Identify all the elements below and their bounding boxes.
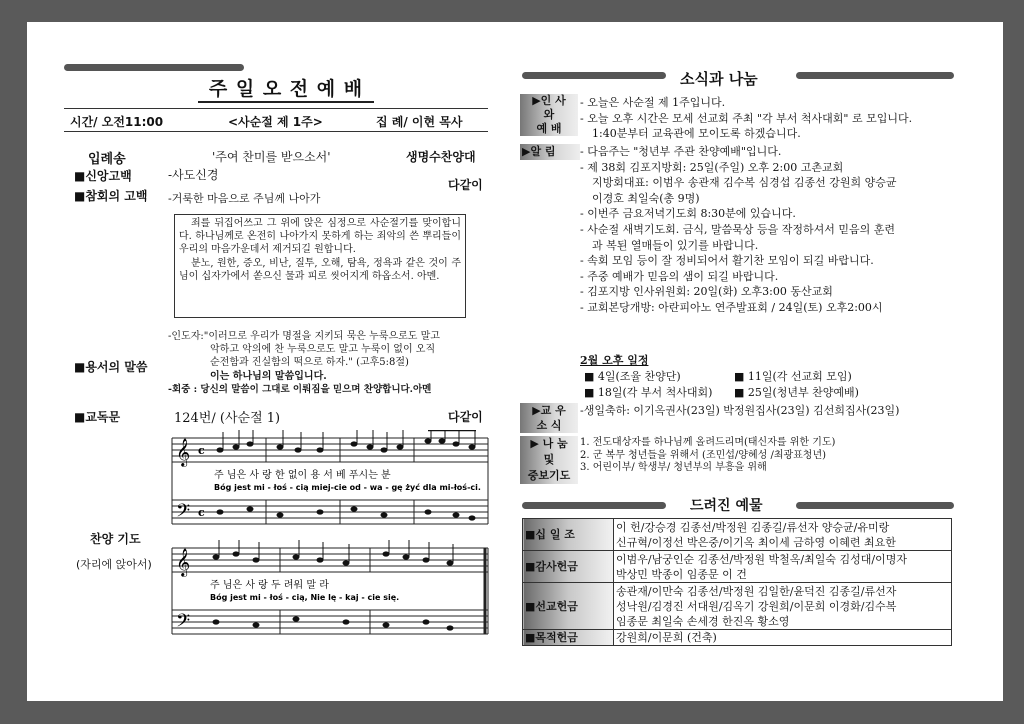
offering-names-line: 임종문 최일숙 손세경 한진옥 황소영	[616, 614, 790, 628]
notice-line: - 김포지방 인사위원회: 20일(화) 오후3:00 동산교회	[580, 285, 833, 299]
schedule-item: ■ 25일(청년부 찬양예배)	[734, 386, 859, 399]
offering-names-line: 송관재/이만숙 김종선/박정원 김일한/윤덕진 김종길/류선자	[616, 584, 897, 598]
members-label	[520, 403, 578, 433]
greeting-line: 1:40분부터 교육관에 모이도록 하겠습니다.	[592, 127, 801, 141]
header-rule-top	[64, 108, 488, 109]
page-title: 주 일 오 전 예 배	[208, 78, 364, 100]
offering-names	[614, 551, 952, 583]
notice-line: - 교회본당개방: 아란피아노 연주발표회 / 24일(토) 오후2:00시	[580, 300, 883, 314]
members-line: -생일축하: 이기옥권사(23일) 박정원집사(23일) 김선희집사(23일)	[580, 404, 900, 417]
offering-names-line: 강원희/이문희 (건축)	[616, 631, 717, 644]
music-score	[170, 430, 492, 650]
table-row	[523, 630, 952, 646]
pardon-line-2: 악하고 악의에 찬 누룩으로도 말고 누룩이 없이 오직	[210, 344, 436, 356]
notice-line: - 다음주는 "청년부 주관 찬양예배"입니다.	[580, 145, 782, 158]
pardon-line-4: 이는 하나님의 말씀입니다.	[210, 370, 327, 382]
notice-line: - 사순절 새벽기도회. 금식, 말씀묵상 등을 작정하셔서 믿음의 훈련	[580, 222, 895, 236]
members-label-line-1: ▶교 우	[532, 404, 566, 417]
pardon-line-3: 순전함과 진실함의 떡으로 하자." (고후5:8절)	[210, 357, 409, 369]
offering-table	[522, 518, 952, 646]
greeting-line: - 오늘 오후 시간은 모세 선교회 주최 "각 부서 척사대회" 로 모입니다.	[580, 111, 913, 125]
sharing-line: 1. 전도대상자를 하나님께 올려드리며(태신자를 위한 기도)	[580, 437, 836, 448]
pardon-text	[168, 330, 488, 396]
schedule-item: ■ 4일(조율 찬양단)	[584, 370, 681, 383]
sharing-line: 2. 군 복무 청년들을 위해서 (조민섭/양혜성 /최광표청년)	[580, 449, 827, 461]
creed-label: ■신앙고백	[74, 169, 132, 183]
offering-names-line: 이범우/남궁인순 김종선/박정원 박철옥/최일숙 김성대/이명자	[616, 552, 907, 566]
greeting-label-line-1: ▶인 사	[532, 94, 566, 107]
schedule-title: 2월 오후 일정	[580, 354, 649, 367]
title-bar-decoration	[64, 64, 244, 71]
table-row	[523, 551, 952, 583]
score-lyrics-pl-1: Bóg jest mi - łoś - cią miej-cie od - wa - gę żyć dla mi-łoś-ci.	[214, 483, 481, 492]
presider: 집 례/ 이현 목사	[376, 115, 463, 129]
offering-label: ■목적헌금	[523, 630, 614, 646]
notice-label: ▶알 림	[520, 144, 580, 160]
notice-line: 이경호 최일숙(총 9명)	[592, 191, 700, 205]
sharing-lines	[580, 437, 960, 475]
table-row	[523, 583, 952, 630]
svg-text:𝄢: 𝄢	[176, 611, 191, 636]
hymn-number: 124번/ (사순절 1)	[174, 411, 281, 426]
offering-label: ■십 일 조	[523, 519, 614, 551]
notice-line: 과 복된 열매들이 있기를 바랍니다.	[592, 238, 759, 252]
sharing-label	[520, 436, 578, 484]
offering-names	[614, 519, 952, 551]
praise-prayer-label: 찬양 기도	[90, 532, 141, 546]
score-system-2	[172, 540, 488, 636]
notice-lines	[580, 144, 960, 316]
entrance-hymn-label: 입례송	[88, 152, 126, 167]
sharing-label-line-3: 중보기도	[527, 469, 571, 482]
svg-text:𝄞: 𝄞	[176, 438, 191, 466]
sharing-label-line-2: 및	[543, 453, 555, 466]
offering-label: ■감사헌금	[523, 551, 614, 583]
sharing-label-line-1: ▶ 나 눔	[530, 437, 568, 450]
pardon-line-1: -인도자:"이러므로 우리가 명절을 지키되 묵은 누룩으로도 말고	[168, 331, 440, 342]
offering-title: 드려진 예물	[690, 498, 763, 514]
members-label-line-2: 소 식	[536, 419, 562, 432]
notice-line: - 제 38회 김포지방회: 25일(주일) 오후 2:00 고촌교회	[580, 160, 844, 174]
offering-names-line: 성낙원/김경진 서대원/김옥기 강원희/이문희 이경화/김수복	[616, 599, 897, 613]
pardon-label: ■용서의 말씀	[74, 360, 148, 374]
offering-names	[614, 583, 952, 630]
score-lyrics-ko-1: 주 님은 사 랑 한 없이 용 서 베 푸시는 분	[214, 470, 391, 481]
svg-text:c: c	[198, 444, 205, 457]
offering-bar-decoration-left	[522, 502, 666, 509]
svg-text:𝄢: 𝄢	[176, 501, 191, 526]
confession-prayer-box	[174, 214, 466, 318]
news-title: 소식과 나눔	[680, 70, 758, 88]
praise-prayer-sub: (자리에 앉아서)	[76, 558, 152, 571]
confession-label: ■참회의 고백	[74, 189, 148, 203]
title-underline	[198, 101, 374, 103]
together-label-1: 다같이	[448, 178, 483, 192]
svg-text:𝄞: 𝄞	[176, 548, 191, 576]
responsive-reading-label: ■교독문	[74, 410, 121, 424]
svg-text:c: c	[198, 506, 205, 519]
score-system-1	[172, 430, 488, 526]
header-rule-bottom	[64, 131, 488, 132]
greeting-label-line-3: 예 배	[536, 122, 562, 135]
prayer-paragraph-2: 분노, 원한, 증오, 비난, 질투, 오해, 탐욕, 정욕과 같은 것이 주님이 십자가에서 쏟으신 물과 피로 씻어지게 하옵소서. 아멘.	[179, 257, 461, 282]
news-bar-decoration-right	[796, 72, 954, 79]
sharing-line: 3. 어린이부/ 학생부/ 청년부의 부흥을 위해	[580, 462, 767, 473]
score-lyrics-pl-2: Bóg jest mi - łoś - cią, Nie lę - kaj - cie się.	[210, 593, 400, 602]
greeting-lines	[580, 95, 960, 142]
service-time: 시간/ 오전11:00	[70, 115, 164, 129]
prayer-paragraph-1: 죄를 뒤집어쓰고 그 위에 앉은 심정으로 사순절기를 맞이합니다. 하나님께로 온전히 나아가지 못하게 하는 죄악의 쓴 뿌리들이 우리의 마음가운데서 제거되길 원합니다.	[179, 218, 461, 256]
notice-line: - 이번주 금요저녁기도회 8:30분에 있습니다.	[580, 207, 796, 221]
together-label-2: 다같이	[448, 410, 483, 424]
offering-names-line: 이 헌/강승경 김종선/박정원 김종길/류선자 양승균/유미랑	[616, 520, 890, 534]
season-label: <사순절 제 1주>	[228, 115, 323, 129]
offering-names-line: 신규혁/이정선 박은중/이기옥 최이세 금하영 이혜련 최요한	[616, 535, 896, 549]
notice-line: - 속회 모임 등이 잘 정비되어서 활기찬 모임이 되길 바랍니다.	[580, 254, 874, 268]
schedule-item: ■ 11일(각 선교회 모임)	[734, 370, 852, 383]
pardon-line-5: -회중 : 당신의 말씀이 그대로 이뤄짐을 믿으며 찬양합니다.아멘	[168, 383, 432, 395]
notice-line: 지방회대표: 이범우 송관재 김수복 심경섭 김종선 강원희 양승균	[592, 176, 897, 190]
table-row	[523, 519, 952, 551]
offering-names-line: 박상민 박종이 임종문 이 건	[616, 567, 747, 581]
greeting-label	[520, 94, 578, 136]
schedule-item: ■ 18일(각 부서 척사대회)	[584, 386, 713, 399]
notice-line: - 주중 예배가 믿음의 샘이 되길 바랍니다.	[580, 269, 779, 283]
confession-text: -거룩한 마음으로 주님께 나아가	[168, 192, 321, 205]
offering-names	[614, 630, 952, 646]
offering-bar-decoration-right	[796, 502, 954, 509]
score-lyrics-ko-2: 주 님은 사 랑 두 려워 말 라	[210, 580, 329, 591]
entrance-hymn-choir: 생명수찬양대	[406, 150, 476, 164]
offering-label: ■선교헌금	[523, 583, 614, 630]
entrance-hymn-title: '주여 찬미를 받으소서'	[212, 150, 331, 164]
greeting-line: - 오늘은 사순절 제 1주입니다.	[580, 96, 726, 109]
news-bar-decoration-left	[522, 72, 666, 79]
greeting-label-line-2: 와	[543, 108, 555, 121]
creed-text: -사도신경	[168, 168, 219, 182]
